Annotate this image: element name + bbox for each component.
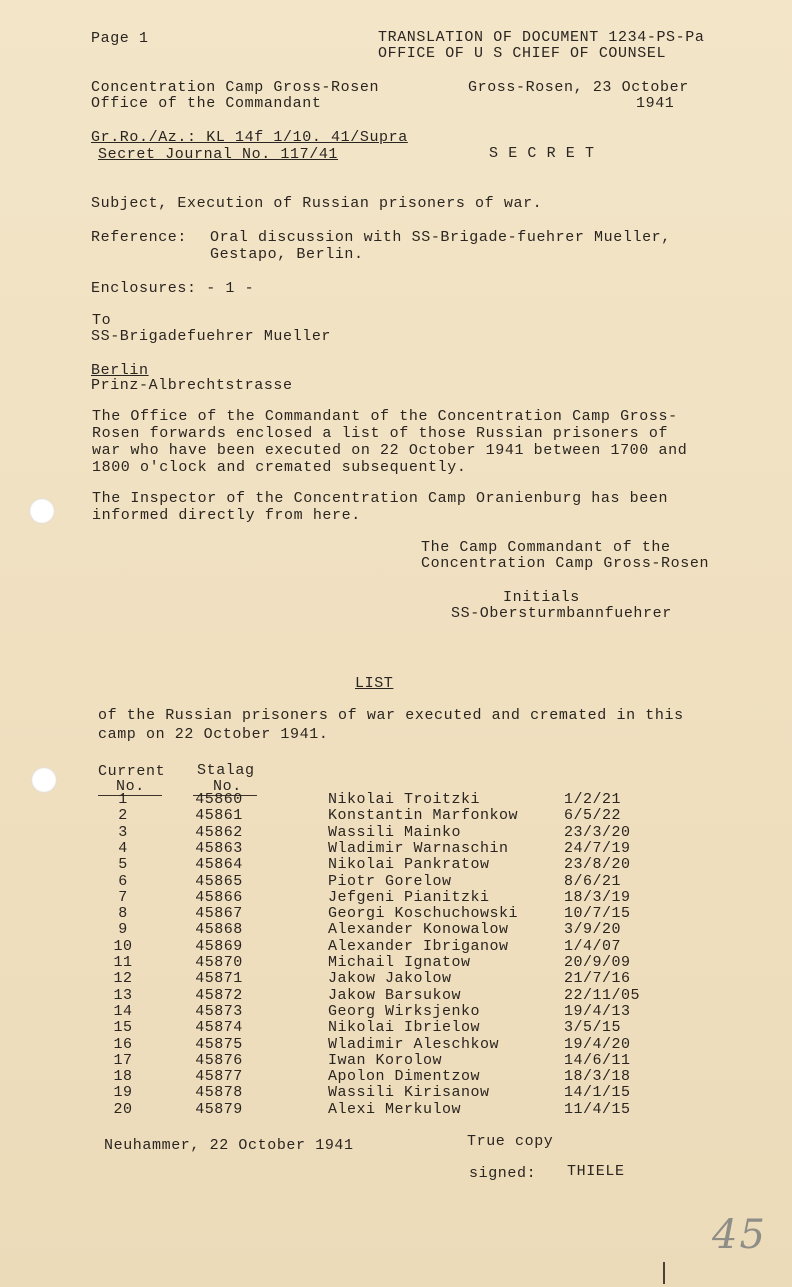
subject-line: Subject, Execution of Russian prisoners of war. — [91, 195, 543, 212]
row-date: 3/5/15 — [564, 1019, 622, 1037]
row-stalag: 45869 — [195, 937, 243, 955]
row-name: Georgi Koschuchowski — [328, 905, 519, 923]
signed-label: signed: — [469, 1165, 537, 1182]
row-number: 20 — [113, 1100, 133, 1118]
row-stalag: 45878 — [195, 1084, 243, 1102]
row-date: 18/3/19 — [564, 888, 631, 906]
row-number: 10 — [113, 937, 133, 955]
row-stalag: 45863 — [195, 839, 243, 857]
row-stalag: 45860 — [195, 791, 243, 808]
body-paragraph-1: The Office of the Commandant of the Concentration Camp Gross-Rosen forwards enclosed a list of those Russian prisoners of war who have been executed on 22 October 1941 between 1700 and 1800 o'clock and cremated subsequently. — [92, 408, 688, 476]
row-stalag: 45872 — [195, 986, 243, 1004]
row-date: 1/4/07 — [564, 937, 622, 955]
body-paragraph-2: The Inspector of the Concentration Camp Oranienburg has been informed directly from here. — [92, 490, 669, 524]
classification: S E C R E T — [489, 145, 595, 162]
row-date: 10/7/15 — [564, 905, 631, 923]
row-number: 8 — [118, 905, 128, 923]
row-name: Georg Wirksjenko — [328, 1002, 481, 1020]
row-date: 14/6/11 — [564, 1051, 631, 1069]
row-date: 11/4/15 — [564, 1100, 631, 1118]
row-name: Jakow Barsukow — [328, 986, 462, 1004]
prisoner-list — [98, 791, 658, 1121]
row-stalag: 45873 — [195, 1002, 243, 1020]
reference-line2: Gestapo, Berlin. — [210, 246, 364, 263]
row-number: 9 — [118, 921, 128, 939]
row-name: Apolon Dimentzow — [328, 1068, 481, 1086]
column-header-stalag: Stalag — [197, 762, 255, 779]
row-date: 18/3/18 — [564, 1068, 631, 1086]
row-name: Nikolai Troitzki — [328, 791, 481, 808]
row-number: 18 — [113, 1068, 133, 1086]
row-number: 15 — [113, 1019, 133, 1037]
row-stalag: 45875 — [195, 1035, 243, 1053]
punch-hole-bottom — [31, 767, 57, 793]
row-date: 22/11/05 — [564, 986, 641, 1004]
row-date: 21/7/16 — [564, 970, 631, 988]
row-number: 1 — [118, 791, 128, 808]
row-date: 23/3/20 — [564, 823, 631, 841]
row-stalag: 45862 — [195, 823, 243, 841]
list-title: LIST — [355, 675, 394, 692]
row-date: 8/6/21 — [564, 872, 622, 890]
row-stalag: 45864 — [195, 856, 243, 874]
translation-title: TRANSLATION OF DOCUMENT 1234-PS-Pa — [378, 29, 705, 46]
recipient-name: SS-Brigadefuehrer Mueller — [91, 328, 332, 345]
list-intro-line2: camp on 22 October 1941. — [98, 726, 329, 743]
secret-journal: Secret Journal No. 117/41 — [98, 146, 339, 163]
row-name: Iwan Korolow — [328, 1051, 443, 1069]
recipient-to: To — [92, 312, 112, 329]
row-stalag: 45866 — [195, 888, 243, 906]
row-name: Jakow Jakolow — [328, 970, 452, 988]
binder-mark — [663, 1262, 665, 1284]
signature-line1: The Camp Commandant of the — [421, 539, 671, 556]
row-date: 3/9/20 — [564, 921, 622, 939]
row-number: 11 — [113, 954, 133, 971]
row-number: 4 — [118, 839, 128, 857]
column-header-current: Current — [98, 763, 166, 780]
true-copy-label: True copy — [467, 1133, 554, 1150]
row-name: Alexander Konowalow — [328, 921, 509, 939]
row-date: 19/4/20 — [564, 1035, 631, 1053]
punch-hole-top — [29, 498, 55, 524]
sender-line1: Concentration Camp Gross-Rosen — [91, 79, 380, 96]
reference-label: Reference: — [91, 229, 188, 246]
row-number: 2 — [118, 807, 128, 825]
row-name: Michail Ignatow — [328, 954, 471, 971]
place-date: Gross-Rosen, 23 October — [468, 79, 689, 96]
row-number: 19 — [113, 1084, 133, 1102]
row-name: Piotr Gorelow — [328, 872, 452, 890]
column-header-stalag-no: No. — [213, 778, 242, 795]
footer-place-date: Neuhammer, 22 October 1941 — [104, 1137, 354, 1154]
row-name: Nikolai Ibrielow — [328, 1019, 481, 1037]
row-number: 5 — [118, 856, 128, 874]
row-name: Alexi Merkulow — [328, 1100, 462, 1118]
row-number: 17 — [113, 1051, 133, 1069]
row-stalag: 45865 — [195, 872, 243, 890]
row-name: Nikolai Pankratow — [328, 856, 490, 874]
row-name: Jefgeni Pianitzki — [328, 888, 490, 906]
row-stalag: 45867 — [195, 905, 243, 923]
row-number: 12 — [113, 970, 133, 988]
row-stalag: 45876 — [195, 1051, 243, 1069]
list-intro-line1: of the Russian prisoners of war executed and cremated in this — [98, 707, 684, 724]
page-label: Page 1 — [91, 30, 149, 47]
row-date: 6/5/22 — [564, 807, 622, 825]
office-label: OFFICE OF U S CHIEF OF COUNSEL — [378, 45, 667, 62]
row-number: 7 — [118, 888, 128, 906]
row-number: 14 — [113, 1002, 133, 1020]
signature-initials: Initials — [503, 589, 580, 606]
row-date: 19/4/13 — [564, 1002, 631, 1020]
year: 1941 — [636, 95, 675, 112]
row-stalag: 45861 — [195, 807, 243, 825]
row-stalag: 45871 — [195, 970, 243, 988]
enclosures-line: Enclosures: - 1 - — [91, 280, 255, 297]
row-name: Wassili Kirisanow — [328, 1084, 490, 1102]
row-name: Wassili Mainko — [328, 823, 462, 841]
row-stalag: 45879 — [195, 1100, 243, 1118]
row-number: 16 — [113, 1035, 133, 1053]
row-date: 14/1/15 — [564, 1084, 631, 1102]
row-name: Konstantin Marfonkow — [328, 807, 519, 825]
row-date: 1/2/21 — [564, 791, 622, 808]
row-name: Alexander Ibriganow — [328, 937, 509, 955]
file-reference: Gr.Ro./Az.: KL 14f 1/10. 41/Supra — [91, 129, 408, 146]
row-name: Wladimir Aleschkow — [328, 1035, 500, 1053]
signature-line2: Concentration Camp Gross-Rosen — [421, 555, 710, 572]
row-stalag: 45874 — [195, 1019, 243, 1037]
recipient-city: Berlin — [91, 362, 149, 379]
row-number: 6 — [118, 872, 128, 890]
row-name: Wladimir Warnaschin — [328, 839, 509, 857]
sender-line2: Office of the Commandant — [91, 95, 322, 112]
row-number: 13 — [113, 986, 133, 1004]
signature-rank: SS-Obersturmbannfuehrer — [451, 605, 672, 622]
reference-line1: Oral discussion with SS-Brigade-fuehrer Mueller, — [210, 229, 671, 246]
handwritten-page-number: 45 — [712, 1212, 767, 1258]
recipient-street: Prinz-Albrechtstrasse — [91, 377, 293, 394]
row-stalag: 45870 — [195, 954, 243, 971]
column-header-current-no: No. — [116, 778, 145, 795]
row-stalag: 45877 — [195, 1068, 243, 1086]
row-number: 3 — [118, 823, 128, 841]
row-stalag: 45868 — [195, 921, 243, 939]
row-date: 23/8/20 — [564, 856, 631, 874]
row-date: 24/7/19 — [564, 839, 631, 857]
row-date: 20/9/09 — [564, 954, 631, 971]
signed-name: THIELE — [567, 1163, 625, 1180]
